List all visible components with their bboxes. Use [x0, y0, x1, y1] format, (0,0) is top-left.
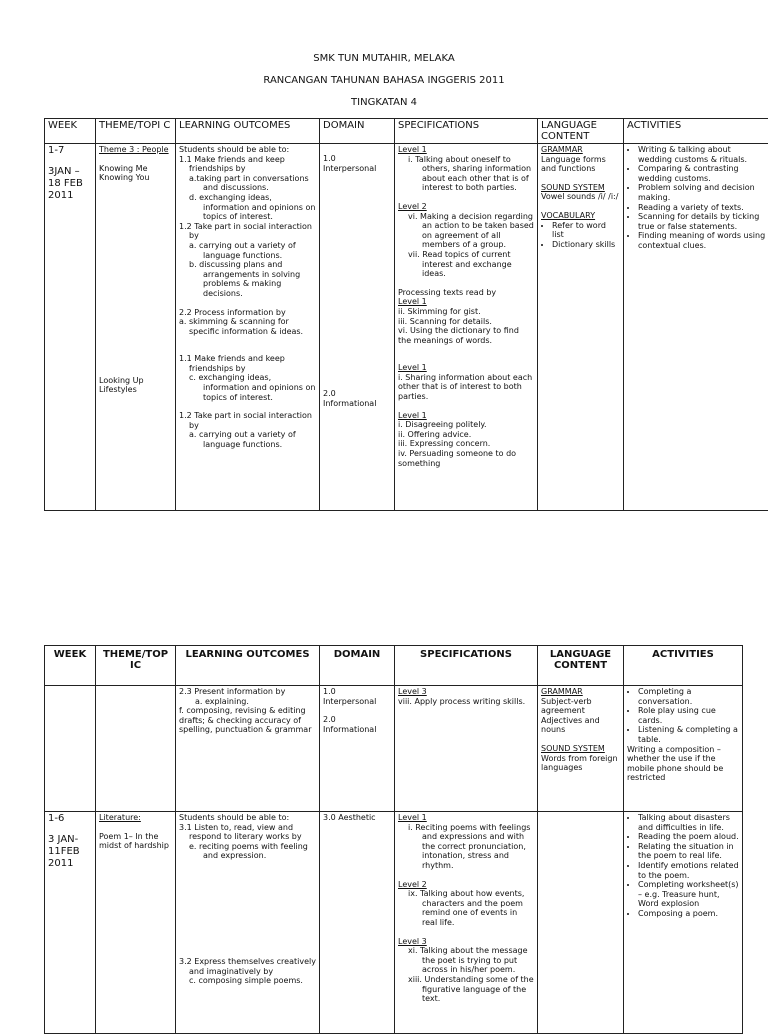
spec-line: vi. Using the dictionary to find the meanings of words.	[398, 326, 534, 345]
form-title: TINGKATAN 4	[0, 97, 768, 108]
spec-line: iv. Persuading someone to do something	[398, 449, 534, 468]
activities-cell	[624, 144, 768, 511]
spec-level: Level 1	[398, 145, 534, 155]
outcome-line: c. exchanging ideas, information and opinions on topics of interest.	[179, 373, 316, 402]
activity-item: • Composing a poem.	[638, 909, 739, 919]
outcome-line: 1.2 Take part in social interaction by	[179, 222, 316, 241]
theme-title: Literature:	[99, 813, 172, 823]
spec-level: Level 1	[398, 411, 534, 421]
activities-cell	[624, 812, 743, 1034]
language-content-cell	[538, 686, 624, 812]
activity-item: • Writing & talking about wedding customs & rituals.	[638, 145, 767, 164]
header-activities: ACTIVITIES	[624, 119, 768, 144]
school-name: SMK TUN MUTAHIR, MELAKA	[0, 53, 768, 64]
outcome-line: 3.2 Express themselves creatively and imaginatively by	[179, 957, 316, 976]
table1-header-row	[45, 119, 768, 144]
spec-level: Level 2	[398, 202, 534, 212]
outcome-line: 1.1 Make friends and keep friendships by	[179, 155, 316, 174]
domain-1: 3.0 Aesthetic	[323, 813, 391, 823]
outcome-line: 3.1 Listen to, read, view and respond to literary works by	[179, 823, 316, 842]
spec-line: vii. Read topics of current interest and exchange ideas.	[398, 250, 534, 279]
header-theme: THEME/TOP IC	[96, 646, 176, 686]
vocabulary-item: • Refer to word list	[552, 221, 620, 240]
sound-system-text: Words from foreign languages	[541, 754, 620, 773]
table2-row-2	[45, 812, 743, 1034]
outcome-line: d. exchanging ideas, information and opinions on topics of interest.	[179, 193, 316, 222]
activity-item: • Scanning for details by ticking true or false statements.	[638, 212, 767, 231]
outcome-line: a. explaining.	[179, 697, 316, 707]
activity-item: • Comparing & contrasting wedding customs.	[638, 164, 767, 183]
spec-line: i. Sharing information about each other that is of interest to both parties.	[398, 373, 534, 402]
spec-line: viii. Apply process writing skills.	[398, 697, 534, 707]
specifications-cell	[395, 144, 538, 511]
grammar-title: GRAMMAR	[541, 687, 620, 697]
week-cell	[45, 812, 96, 1034]
header-theme: THEME/TOPI C	[96, 119, 176, 144]
header-language-content: LANGUAGE CONTENT	[538, 119, 624, 144]
vocabulary-title: VOCABULARY	[541, 211, 620, 221]
activity-item: • Relating the situation in the poem to real life.	[638, 842, 739, 861]
topic-1: Knowing Me Knowing You	[99, 164, 172, 183]
sound-system-text: Vowel sounds /i/ /i:/	[541, 192, 620, 202]
activity-item: • Problem solving and decision making.	[638, 183, 767, 202]
spec-level: Level 1	[398, 297, 534, 307]
outcome-line: c. composing simple poems.	[179, 976, 316, 986]
spec-line: ix. Talking about how events, characters and the poem remind one of events in real life.	[398, 889, 534, 927]
header-outcomes: LEARNING OUTCOMES	[176, 646, 320, 686]
domain-cell	[320, 812, 395, 1034]
spec-level: Level 3	[398, 687, 534, 697]
spec-line: Processing texts read by	[398, 288, 534, 298]
outcomes-cell	[176, 812, 320, 1034]
sound-system-title: SOUND SYSTEM	[541, 183, 620, 193]
outcome-line: 1.2 Take part in social interaction by	[179, 411, 316, 430]
week-range: 1-6	[48, 813, 92, 825]
yearly-plan-table-1	[44, 118, 768, 511]
grammar-text: Language forms and functions	[541, 155, 620, 174]
spec-level: Level 1	[398, 813, 534, 823]
header-domain: DOMAIN	[320, 119, 395, 144]
spec-line: xi. Talking about the message the poet is trying to put across in his/her poem.	[398, 946, 534, 975]
table1-row	[45, 144, 768, 511]
header-specifications: SPECIFICATIONS	[395, 646, 538, 686]
outcome-line: a. carrying out a variety of language functions.	[179, 430, 316, 449]
outcome-line: f. composing, revising & editing drafts; & checking accuracy of spelling, punctuation & grammar	[179, 706, 316, 735]
outcomes-cell	[176, 144, 320, 511]
activities-cell	[624, 686, 743, 812]
topic-2: Looking Up Lifestyles	[99, 376, 172, 395]
language-content-cell	[538, 144, 624, 511]
theme-cell	[96, 686, 176, 812]
spec-level: Level 3	[398, 937, 534, 947]
specifications-cell	[395, 686, 538, 812]
outcome-line: a. skimming & scanning for specific information & ideas.	[179, 317, 316, 336]
theme-title: Theme 3 : People	[99, 145, 172, 155]
activity-item: • Identify emotions related to the poem.	[638, 861, 739, 880]
header-domain: DOMAIN	[320, 646, 395, 686]
week-range: 1-7	[48, 145, 92, 157]
outcomes-cell	[176, 686, 320, 812]
spec-line: xiii. Understanding some of the figurative language of the text.	[398, 975, 534, 1004]
domain-2: 2.0 Informational	[323, 715, 391, 734]
domain-2: 2.0 Informational	[323, 389, 391, 408]
spec-line: iii. Scanning for details.	[398, 317, 534, 327]
language-content-cell	[538, 812, 624, 1034]
spec-line: i. Talking about oneself to others, sharing information about each other that is of interest to both parties.	[398, 155, 534, 193]
outcome-line: 2.3 Present information by	[179, 687, 316, 697]
outcome-line: Students should be able to:	[179, 813, 316, 823]
table2-header-row	[45, 646, 743, 686]
spec-line: vi. Making a decision regarding an action to be taken based on agreement of all members of a group.	[398, 212, 534, 250]
table2-row-1	[45, 686, 743, 812]
header-specifications: SPECIFICATIONS	[395, 119, 538, 144]
spec-line: iii. Expressing concern.	[398, 439, 534, 449]
week-dates: 3 JAN- 11FEB 2011	[48, 834, 92, 870]
week-cell	[45, 144, 96, 511]
outcome-line: b. discussing plans and arrangements in solving problems & making decisions.	[179, 260, 316, 298]
activity-item: • Role play using cue cards.	[638, 706, 739, 725]
header-week: WEEK	[45, 646, 96, 686]
header-week: WEEK	[45, 119, 96, 144]
theme-topic: Poem 1– In the midst of hardship	[99, 832, 172, 851]
outcome-line: Students should be able to:	[179, 145, 316, 155]
vocabulary-item: • Dictionary skills	[552, 240, 620, 250]
activity-item: • Talking about disasters and difficulties in life.	[638, 813, 739, 832]
week-cell	[45, 686, 96, 812]
activity-item: • Listening & completing a table.	[638, 725, 739, 744]
activity-item: • Completing worksheet(s) – e.g. Treasure hunt, Word explosion	[638, 880, 739, 909]
activity-note: Writing a composition – whether the use if the mobile phone should be restricted	[627, 745, 739, 783]
theme-cell	[96, 812, 176, 1034]
outcome-line: a. carrying out a variety of language functions.	[179, 241, 316, 260]
outcome-line: 2.2 Process information by	[179, 308, 316, 318]
domain-1: 1.0 Interpersonal	[323, 154, 391, 173]
outcome-line: e. reciting poems with feeling and expression.	[179, 842, 316, 861]
domain-cell	[320, 686, 395, 812]
activity-item: • Reading a variety of texts.	[638, 203, 767, 213]
spec-line: i. Reciting poems with feelings and expressions and with the correct pronunciation, intonation, stress and rhythm.	[398, 823, 534, 871]
activity-item: • Reading the poem aloud.	[638, 832, 739, 842]
yearly-plan-table-2	[44, 645, 743, 1034]
week-dates: 3JAN – 18 FEB 2011	[48, 166, 92, 202]
header-outcomes: LEARNING OUTCOMES	[176, 119, 320, 144]
grammar-text: Subject-verb agreement Adjectives and nouns	[541, 697, 620, 735]
spec-level: Level 2	[398, 880, 534, 890]
theme-cell	[96, 144, 176, 511]
header-activities: ACTIVITIES	[624, 646, 743, 686]
outcome-line: 1.1 Make friends and keep friendships by	[179, 354, 316, 373]
spec-line: i. Disagreeing politely.	[398, 420, 534, 430]
domain-cell	[320, 144, 395, 511]
outcome-line: a.taking part in conversations and discussions.	[179, 174, 316, 193]
spec-level: Level 1	[398, 363, 534, 373]
spec-line: ii. Skimming for gist.	[398, 307, 534, 317]
sound-system-title: SOUND SYSTEM	[541, 744, 620, 754]
spec-line: ii. Offering advice.	[398, 430, 534, 440]
domain-1: 1.0 Interpersonal	[323, 687, 391, 706]
grammar-title: GRAMMAR	[541, 145, 620, 155]
specifications-cell	[395, 812, 538, 1034]
header-language-content: LANGUAGE CONTENT	[538, 646, 624, 686]
plan-title: RANCANGAN TAHUNAN BAHASA INGGERIS 2011	[0, 75, 768, 86]
activity-item: • Completing a conversation.	[638, 687, 739, 706]
activity-item: • Finding meaning of words using contextual clues.	[638, 231, 767, 250]
